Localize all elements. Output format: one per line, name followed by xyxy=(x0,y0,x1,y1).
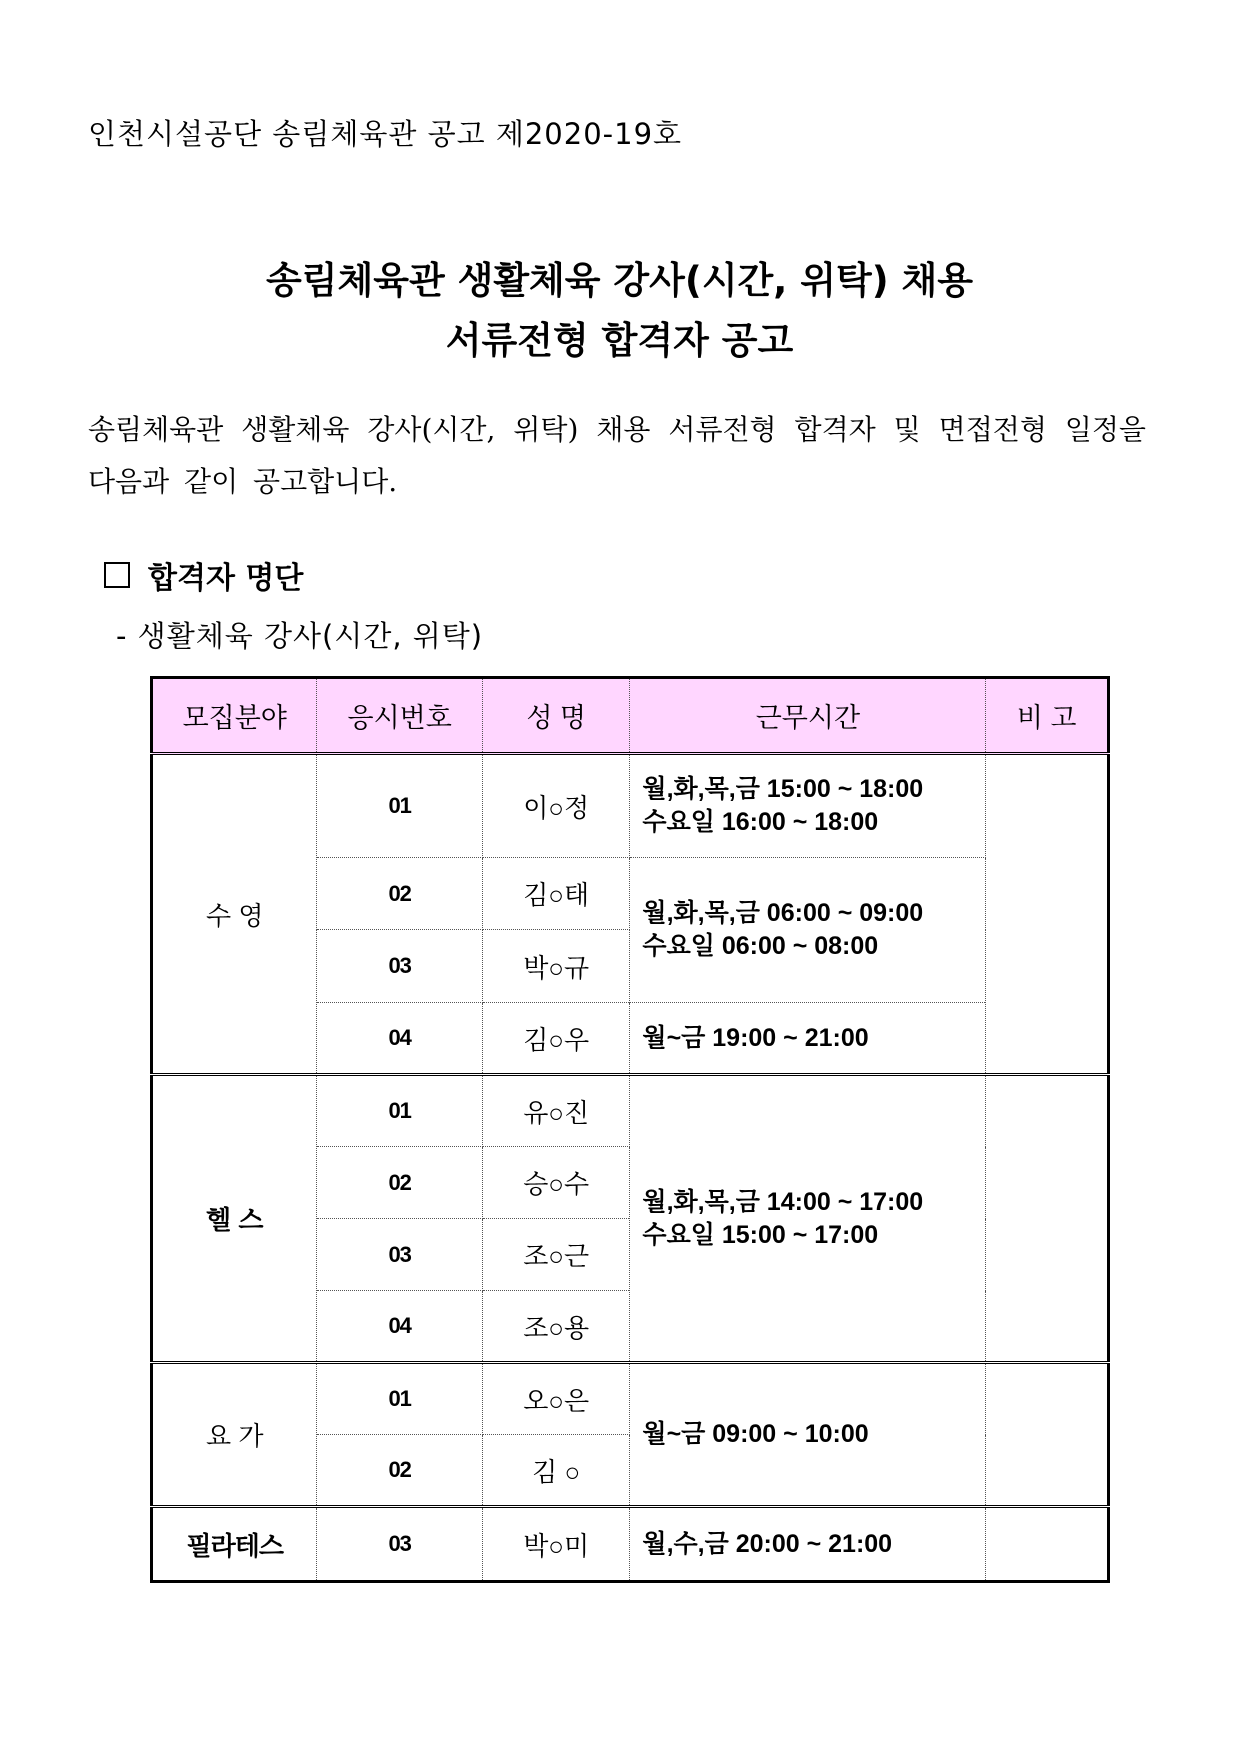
hours-line: 월,화,목,금 14:00 ~ 17:00 xyxy=(642,1187,924,1216)
hours-cell xyxy=(630,1075,986,1363)
number-cell: 04 xyxy=(317,1003,482,1075)
hours-cell xyxy=(630,858,986,1003)
section-title: 합격자 명단 xyxy=(148,561,304,596)
hours-cell xyxy=(630,754,986,858)
note-cell xyxy=(986,1363,1109,1507)
hours-line: 수요일 16:00 ~ 18:00 xyxy=(642,808,879,836)
notice-number: 인천시설공단 송림체육관 공고 제2020-19호 xyxy=(88,117,683,151)
number-cell: 02 xyxy=(317,858,482,930)
name-cell: 승○수 xyxy=(482,1147,630,1219)
note-cell xyxy=(986,754,1109,1075)
hours-line: 수요일 06:00 ~ 08:00 xyxy=(642,932,879,960)
name-cell: 오○은 xyxy=(482,1363,630,1435)
results-table xyxy=(150,676,1110,1583)
section-heading xyxy=(104,553,303,597)
header-name: 성 명 xyxy=(482,678,630,754)
table-row xyxy=(152,1075,1109,1147)
name-cell: 김○우 xyxy=(482,1003,630,1075)
name-cell: 조○근 xyxy=(482,1219,630,1291)
table-row xyxy=(152,1363,1109,1435)
number-cell: 03 xyxy=(317,1219,482,1291)
number-cell: 04 xyxy=(317,1291,482,1363)
number-cell: 03 xyxy=(317,930,482,1003)
category-cell: 헬 스 xyxy=(152,1075,317,1363)
name-cell: 김○태 xyxy=(482,858,630,930)
page-title-line2: 서류전형 합격자 공고 xyxy=(445,319,794,362)
number-cell: 02 xyxy=(317,1435,482,1507)
hours-cell xyxy=(630,1363,986,1507)
hours-line: 월~금 09:00 ~ 10:00 xyxy=(642,1420,869,1448)
hours-cell xyxy=(630,1507,986,1582)
table-header-row xyxy=(152,678,1109,754)
table-row xyxy=(152,754,1109,858)
intro-paragraph: 송림체육관 생활체육 강사(시간, 위탁) 채용 서류전형 합격자 및 면접전형 일정을 다음과 같이 공고합니다. xyxy=(88,413,1146,498)
note-cell xyxy=(986,1507,1109,1582)
section-subtitle: - 생활체육 강사(시간, 위탁) xyxy=(116,619,484,653)
number-cell: 02 xyxy=(317,1147,482,1219)
header-number: 응시번호 xyxy=(317,678,482,754)
header-category: 모집분야 xyxy=(152,678,317,754)
name-cell: 유○진 xyxy=(482,1075,630,1147)
checkbox-icon xyxy=(104,562,130,588)
table-row xyxy=(152,1507,1109,1582)
name-cell: 이○정 xyxy=(482,754,630,858)
note-cell xyxy=(986,1075,1109,1363)
hours-line: 월~금 19:00 ~ 21:00 xyxy=(642,1023,869,1052)
hours-line: 수요일 15:00 ~ 17:00 xyxy=(642,1220,879,1249)
name-cell: 김 ○ xyxy=(482,1435,630,1507)
number-cell: 03 xyxy=(317,1507,482,1582)
hours-line: 월,화,목,금 15:00 ~ 18:00 xyxy=(642,775,924,803)
number-cell: 01 xyxy=(317,754,482,858)
name-cell: 박○미 xyxy=(482,1507,630,1582)
header-note: 비 고 xyxy=(986,678,1109,754)
category-cell: 필라테스 xyxy=(152,1507,317,1582)
number-cell: 01 xyxy=(317,1363,482,1435)
page-title-line1: 송림체육관 생활체육 강사(시간, 위탁) 채용 xyxy=(265,259,973,302)
hours-cell xyxy=(630,1003,986,1075)
header-hours: 근무시간 xyxy=(630,678,986,754)
name-cell: 박○규 xyxy=(482,930,630,1003)
category-cell: 수 영 xyxy=(152,754,317,1075)
hours-line: 월,수,금 20:00 ~ 21:00 xyxy=(642,1529,893,1558)
number-cell: 01 xyxy=(317,1075,482,1147)
category-cell: 요 가 xyxy=(152,1363,317,1507)
name-cell: 조○용 xyxy=(482,1291,630,1363)
hours-line: 월,화,목,금 06:00 ~ 09:00 xyxy=(642,899,924,927)
